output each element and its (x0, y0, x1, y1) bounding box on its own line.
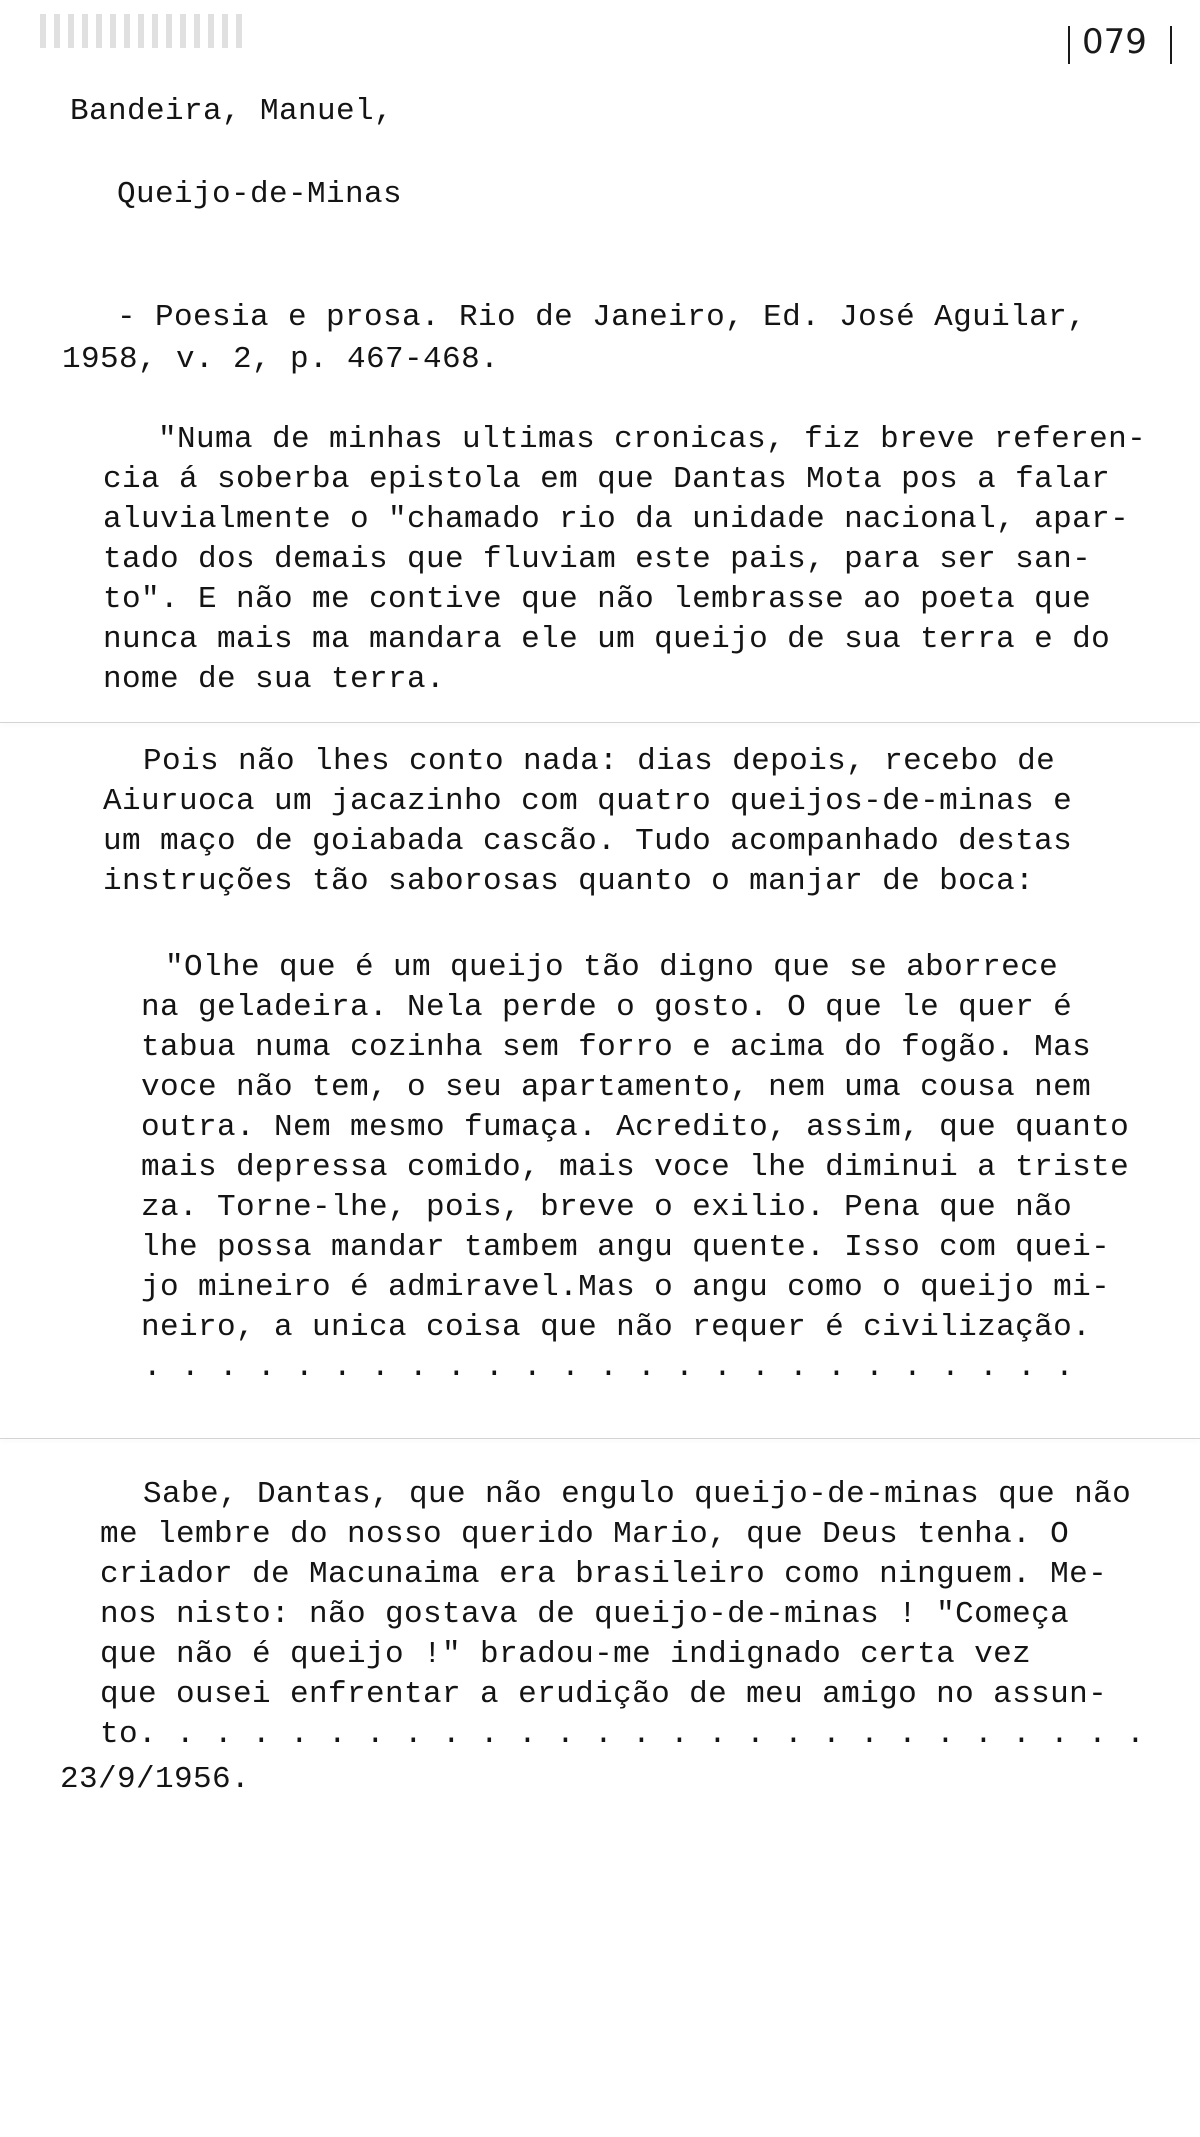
paragraph-3-line: que não é queijo !" bradou-me indignado certa vez (100, 1637, 1032, 1672)
paragraph-1-line: cia á soberba epistola em que Dantas Mota pos a falar (103, 462, 1111, 497)
paragraph-3-line: me lembre do nosso querido Mario, que Deus tenha. O (100, 1517, 1070, 1552)
document-title: Queijo-de-Minas (117, 177, 403, 212)
citation-line-1: - Poesia e prosa. Rio de Janeiro, Ed. José Aguilar, (117, 300, 1087, 335)
paragraph-1-line: nome de sua terra. (103, 662, 446, 697)
card-reference (1068, 22, 1172, 64)
quote-line: tabua numa cozinha sem forro e acima do fogão. Mas (141, 1030, 1092, 1065)
paragraph-1-line: tado dos demais que fluviam este pais, para ser san- (103, 542, 1092, 577)
quote-line: mais depressa comido, mais voce lhe diminui a triste (141, 1150, 1130, 1185)
paragraph-3-line: nos nisto: não gostava de queijo-de-minas ! "Começa (100, 1597, 1070, 1632)
paragraph-2-line: um maço de goiabada cascão. Tudo acompanhado destas (103, 824, 1073, 859)
paragraph-3-line: criador de Macunaima era brasileiro como ninguem. Me- (100, 1557, 1108, 1592)
paragraph-1-line: "Numa de minhas ultimas cronicas, fiz breve referen- (158, 422, 1147, 457)
quote-line: neiro, a unica coisa que não requer é civilização. (141, 1310, 1092, 1345)
quote-line: jo mineiro é admiravel.Mas o angu como o queijo mi- (141, 1270, 1111, 1305)
author-heading: Bandeira, Manuel, (70, 94, 394, 129)
paragraph-3-line: que ousei enfrentar a erudição de meu amigo no assun- (100, 1677, 1108, 1712)
quote-line: na geladeira. Nela perde o gosto. O que le quer é (141, 990, 1073, 1025)
paper-fold-line (0, 722, 1200, 723)
faded-stamp (40, 14, 250, 48)
paragraph-1-line: to". E não me contive que não lembrasse ao poeta que (103, 582, 1092, 617)
quote-line: lhe possa mandar tambem angu quente. Isso com quei- (141, 1230, 1111, 1265)
card-reference-number: 079 (1082, 22, 1147, 62)
quote-ellipsis: . . . . . . . . . . . . . . . . . . . . . . . . . (143, 1350, 1075, 1385)
paragraph-1-line: aluvialmente o "chamado rio da unidade nacional, apar- (103, 502, 1130, 537)
paragraph-3-line: Sabe, Dantas, que não engulo queijo-de-minas que não (143, 1477, 1132, 1512)
paragraph-3-line: to. . . . . . . . . . . . . . . . . . . . . . . . . . . (100, 1717, 1146, 1752)
citation-line-2: 1958, v. 2, p. 467-468. (62, 342, 500, 377)
paragraph-2-line: instruções tão saborosas quanto o manjar de boca: (103, 864, 1035, 899)
paper-fold-line (0, 1438, 1200, 1439)
quote-line: outra. Nem mesmo fumaça. Acredito, assim, que quanto (141, 1110, 1130, 1145)
document-date: 23/9/1956. (60, 1762, 251, 1797)
quote-line: za. Torne-lhe, pois, breve o exilio. Pena que não (141, 1190, 1073, 1225)
quote-line: voce não tem, o seu apartamento, nem uma cousa nem (141, 1070, 1092, 1105)
paragraph-2-line: Aiuruoca um jacazinho com quatro queijos-de-minas e (103, 784, 1073, 819)
paragraph-1-line: nunca mais ma mandara ele um queijo de sua terra e do (103, 622, 1111, 657)
quote-line: "Olhe que é um queijo tão digno que se aborrece (165, 950, 1059, 985)
paragraph-2-line: Pois não lhes conto nada: dias depois, recebo de (143, 744, 1056, 779)
